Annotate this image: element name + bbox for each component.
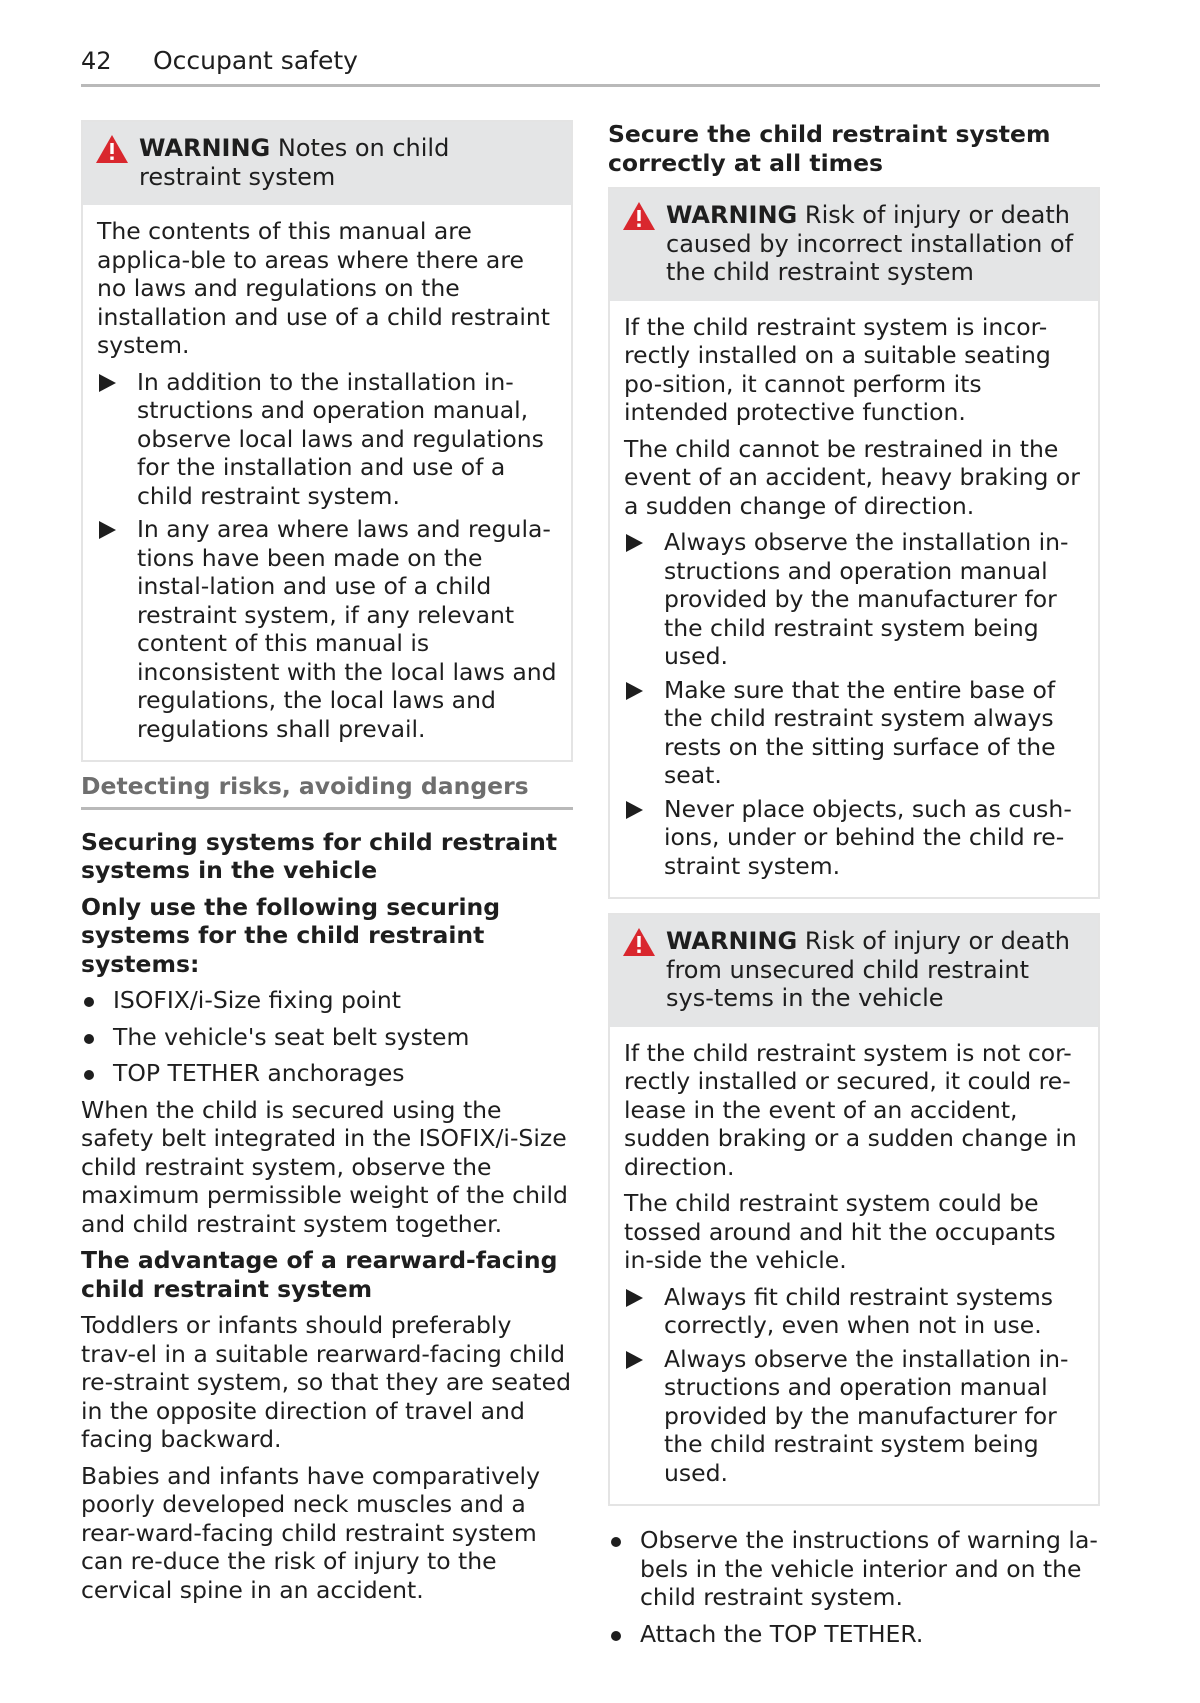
- warning-header: [610, 189, 1098, 301]
- warning-text: The child restraint system could be tossed around and hit the occupants in-side the vehicle.: [624, 1189, 1056, 1274]
- instruction-list: [97, 368, 557, 744]
- paragraph-babies: Babies and infants have comparatively poorly developed neck muscles and a rear-ward-facing child restraint system can re-duce the risk of injury to the cervical spine in an accident.: [81, 1461, 540, 1604]
- warning-title: Risk of injury or death from unsecured child restraint sys-tems in the vehicle: [666, 927, 1070, 1012]
- warning-label: WARNING: [666, 201, 798, 229]
- instruction-list: [624, 1283, 1084, 1488]
- subheading-rearward-facing: The advantage of a rearward-facing child restraint system: [81, 1246, 558, 1303]
- arrow-bullet-icon: [99, 374, 116, 392]
- warning-label: WARNING: [666, 927, 798, 955]
- arrow-bullet-icon: [626, 801, 643, 819]
- bullet-dot-icon: [84, 1034, 94, 1044]
- subheading-only-use: Only use the following securing systems for the child restraint systems:: [81, 892, 501, 978]
- warning-body: [610, 301, 1098, 898]
- warning-body: [610, 1027, 1098, 1505]
- warning-text: The child cannot be restrained in the event of an accident, heavy braking or a sudden change of direction.: [624, 434, 1080, 520]
- warning-box-incorrect-installation: [608, 187, 1100, 899]
- warning-box-unsecured: [608, 913, 1100, 1506]
- list-item: Observe the instructions of warning la-bels in the vehicle interior and on the child restraint system.: [608, 1526, 1100, 1612]
- securing-systems-list: [81, 986, 573, 1088]
- bullet-dot-icon: [84, 997, 94, 1007]
- final-instructions-list: [608, 1526, 1100, 1648]
- warning-text: The contents of this manual are applica-ble to areas where there are no laws and regulations on the installation and use of a child restraint system.: [97, 217, 550, 359]
- arrow-bullet-icon: [626, 682, 643, 700]
- page-header: [81, 44, 1100, 87]
- page-number: 42: [81, 47, 112, 75]
- warning-header: [610, 915, 1098, 1027]
- instruction-item: In any area where laws and regula-tions have been made on the instal-lation and use of a child restraint system, if any relevant content of this manual is inconsistent with the local laws and regulations, the local laws and regulations shall prevail.: [97, 515, 557, 743]
- instruction-item: In addition to the installation in-structions and operation manual, observe local laws and regulations for the installation and use of a child restraint system.: [97, 368, 557, 511]
- instruction-item: Always fit child restraint systems correctly, even when not in use.: [624, 1283, 1084, 1340]
- instruction-item: Always observe the installation in-structions and operation manual provided by the manufacturer for the child restraint system being used.: [624, 1345, 1084, 1488]
- bullet-dot-icon: [611, 1631, 621, 1641]
- warning-body: [83, 205, 571, 760]
- arrow-bullet-icon: [626, 1351, 643, 1369]
- bullet-dot-icon: [611, 1537, 621, 1547]
- subheading-securing-systems: Securing systems for child restraint systems in the vehicle: [81, 827, 558, 884]
- warning-title: Risk of injury or death caused by incorrect installation of the child restraint system: [666, 201, 1074, 286]
- instruction-item: Make sure that the entire base of the child restraint system always rests on the sitting surface of the seat.: [624, 676, 1084, 790]
- warning-triangle-icon: [95, 134, 129, 164]
- list-item: The vehicle's seat belt system: [81, 1023, 573, 1052]
- warning-label: WARNING: [139, 134, 271, 162]
- warning-header: [83, 122, 571, 205]
- paragraph-safety-belt: When the child is secured using the safety belt integrated in the ISOFIX/i-Size child restraint system, observe the maximum permissible weight of the child and child restraint system together.: [81, 1095, 568, 1238]
- warning-text: If the child restraint system is incor-rectly installed on a suitable seating po-sition, it cannot perform its intended protective function.: [624, 312, 1051, 426]
- list-item: ISOFIX/i-Size fixing point: [81, 986, 573, 1015]
- arrow-bullet-icon: [99, 521, 116, 539]
- warning-triangle-icon: [622, 201, 656, 231]
- arrow-bullet-icon: [626, 1289, 643, 1307]
- warning-text: If the child restraint system is not cor-rectly installed or secured, it could re-lease in the event of an accident, sudden braking or a sudden change in direction.: [624, 1038, 1077, 1181]
- instruction-item: Never place objects, such as cush-ions, under or behind the child re-straint system.: [624, 795, 1084, 881]
- right-column: [608, 120, 1100, 1656]
- chapter-title: Occupant safety: [153, 46, 358, 75]
- paragraph-toddlers: Toddlers or infants should preferably trav-el in a suitable rearward-facing child re-straint system, so that they are seated in the opposite direction of travel and facing backward.: [81, 1311, 572, 1453]
- arrow-bullet-icon: [626, 534, 643, 552]
- warning-box-notes: [81, 120, 573, 762]
- warning-triangle-icon: [622, 927, 656, 957]
- bullet-dot-icon: [84, 1070, 94, 1080]
- section-title: Detecting risks, avoiding dangers: [81, 772, 573, 810]
- instruction-list: [624, 528, 1084, 880]
- left-column: [81, 120, 573, 1612]
- instruction-item: Always observe the installation in-structions and operation manual provided by the manufacturer for the child restraint system being used.: [624, 528, 1084, 671]
- list-item: TOP TETHER anchorages: [81, 1059, 573, 1088]
- warning-title: Notes on child restraint system: [139, 134, 450, 191]
- list-item: Attach the TOP TETHER.: [608, 1620, 1100, 1649]
- subheading-secure-correctly: Secure the child restraint system correctly at all times: [608, 120, 1051, 177]
